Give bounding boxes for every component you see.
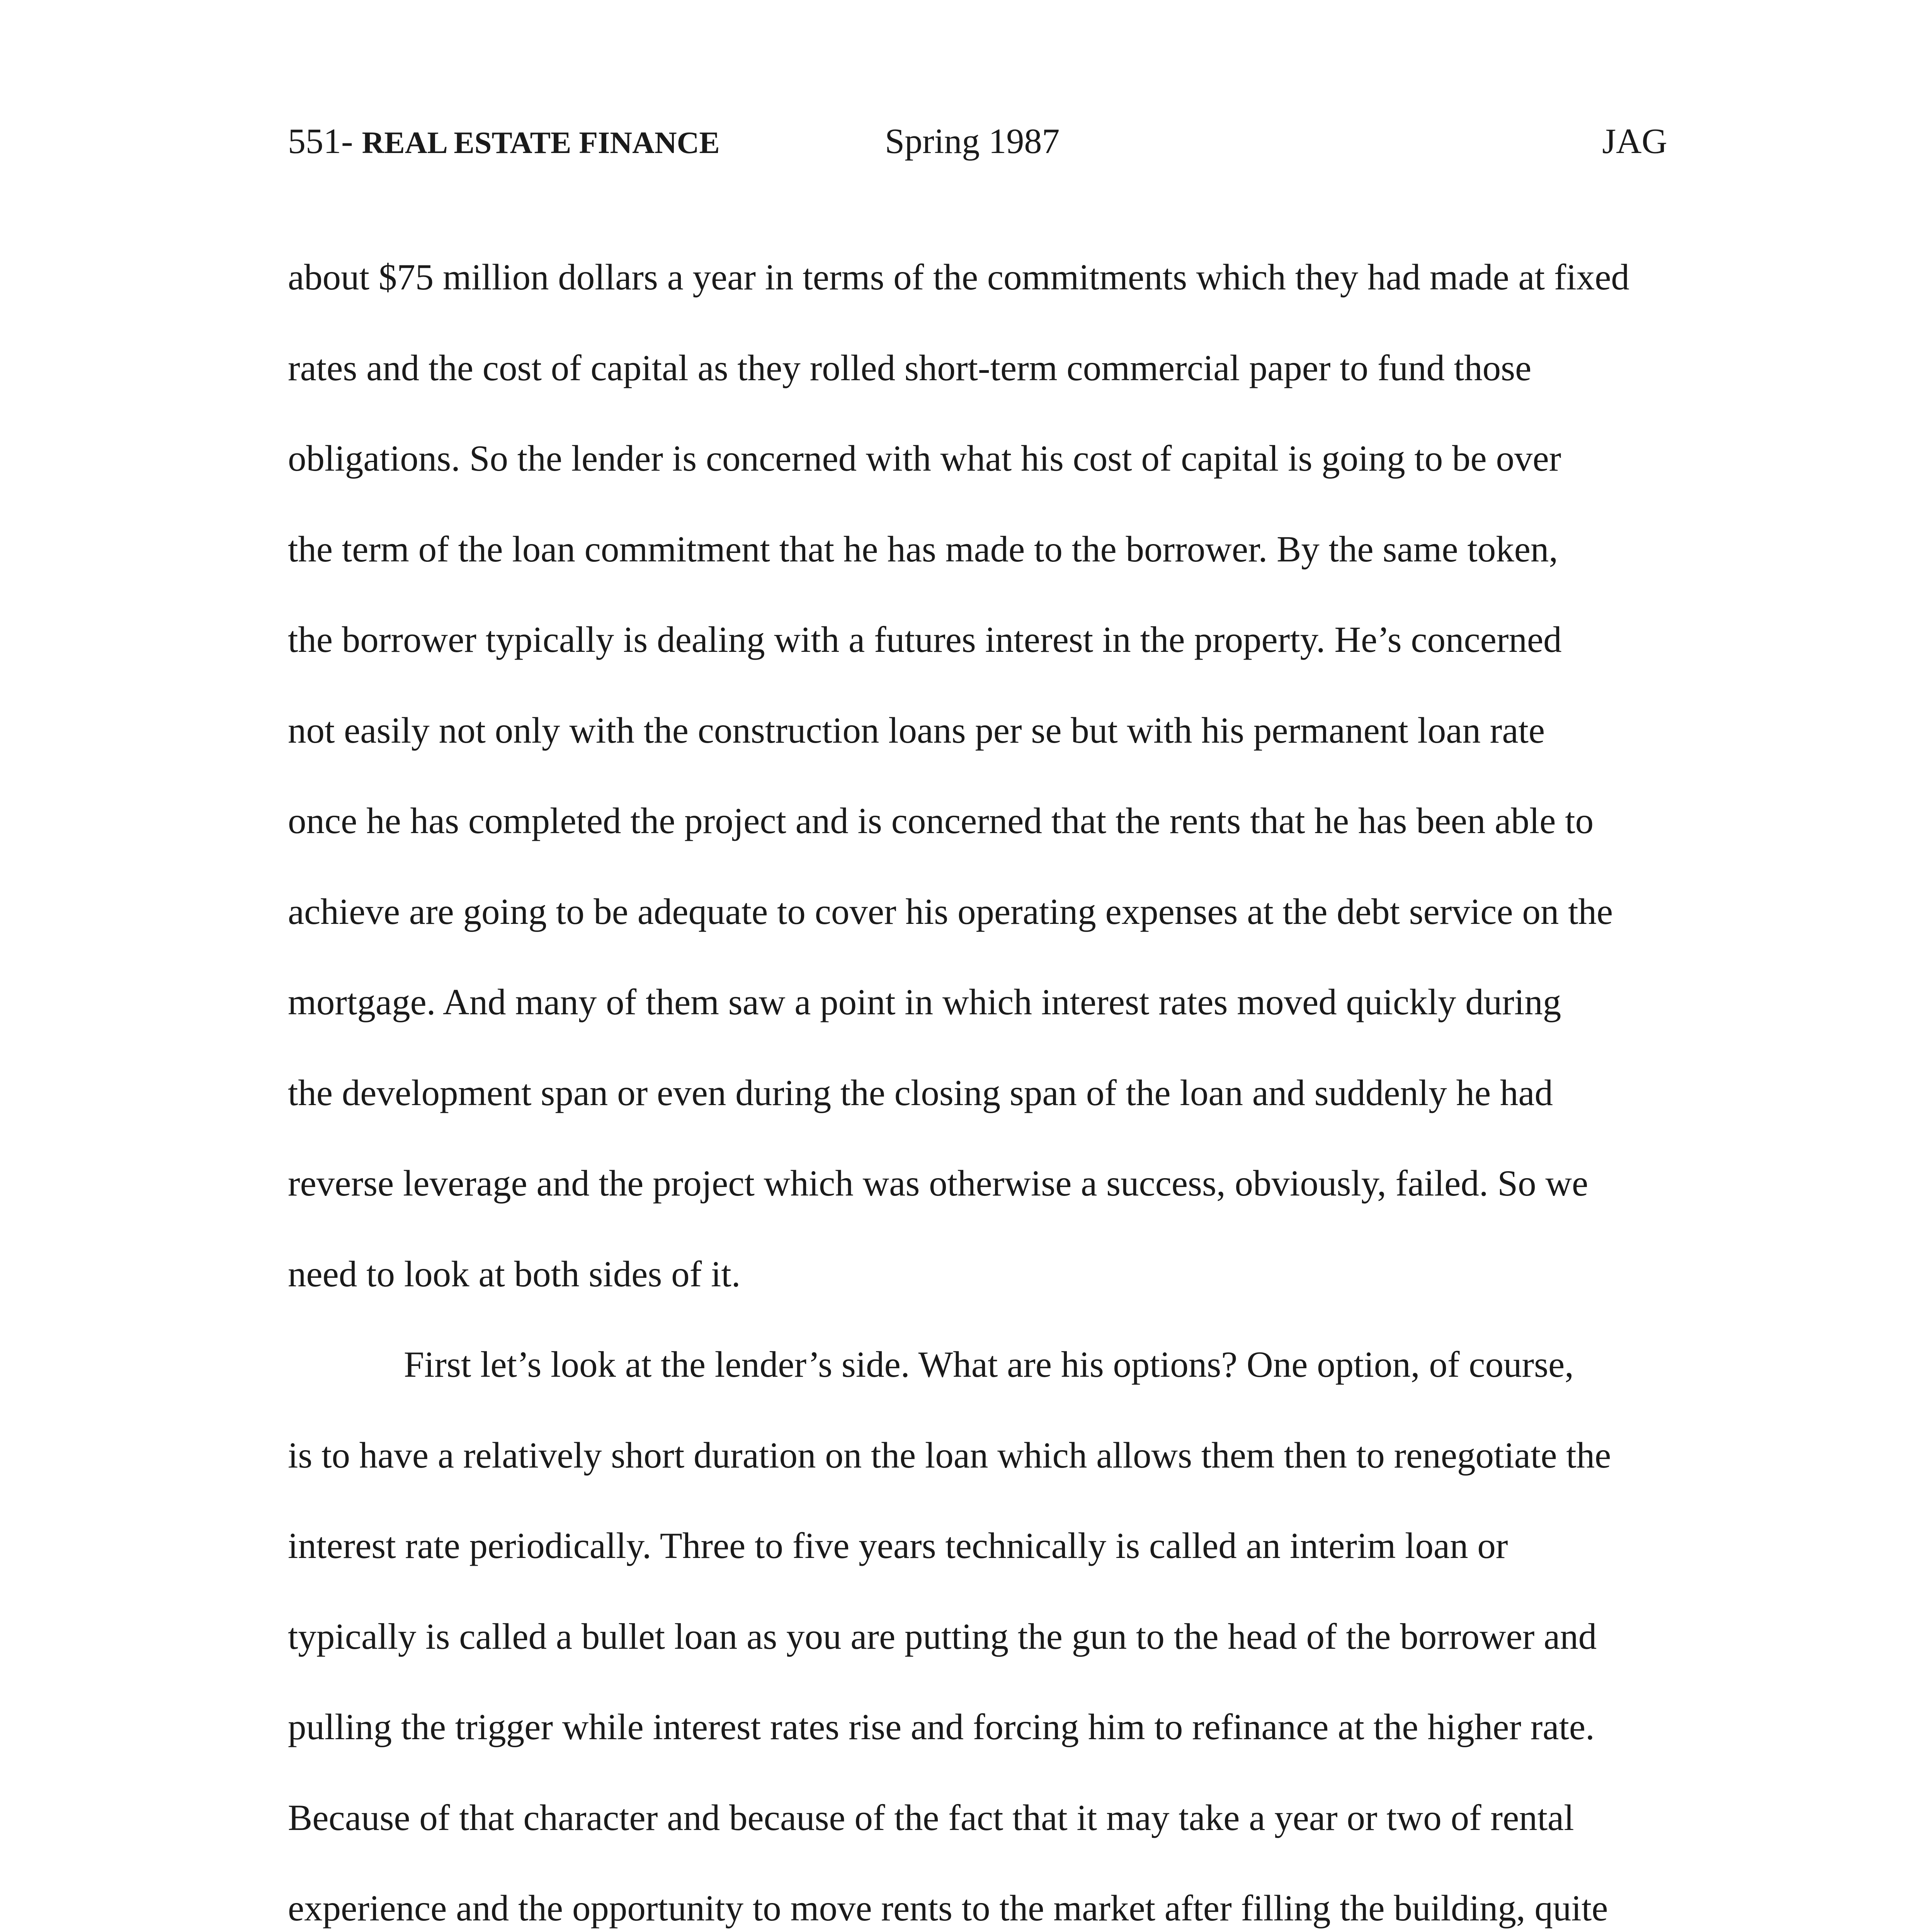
author-initials: JAG xyxy=(1602,121,1667,161)
text-line: once he has completed the project and is concerned that the rents that he has been able to xyxy=(288,800,1594,841)
text-line: achieve are going to be adequate to cover his operating expenses at the debt service on the xyxy=(288,891,1613,932)
text-line: the borrower typically is dealing with a futures interest in the property. He’s concerned xyxy=(288,619,1562,660)
text-line: Because of that character and because of the fact that it may take a year or two of rental xyxy=(288,1797,1574,1838)
text-line: mortgage. And many of them saw a point in which interest rates moved quickly during xyxy=(288,981,1561,1022)
text-line: experience and the opportunity to move rents to the market after filling the building, quite xyxy=(288,1888,1608,1929)
text-line: the term of the loan commitment that he has made to the borrower. By the same token, xyxy=(288,528,1558,570)
text-line: obligations. So the lender is concerned with what his cost of capital is going to be over xyxy=(288,438,1561,479)
text-line: is to have a relatively short duration on the loan which allows them then to renegotiate the xyxy=(288,1434,1611,1476)
text-line: typically is called a bullet loan as you are putting the gun to the head of the borrower and xyxy=(288,1616,1597,1657)
text-line: interest rate periodically. Three to five years technically is called an interim loan or xyxy=(288,1525,1508,1566)
text-line: the development span or even during the closing span of the loan and suddenly he had xyxy=(288,1072,1553,1113)
text-line: rates and the cost of capital as they rolled short-term commercial paper to fund those xyxy=(288,347,1532,388)
course-label xyxy=(288,116,720,168)
text-line: reverse leverage and the project which was otherwise a success, obviously, failed. So we xyxy=(288,1163,1588,1204)
page-header xyxy=(288,116,1667,166)
text-line: about $75 million dollars a year in terms of the commitments which they had made at fixed xyxy=(288,257,1629,298)
text-line: not easily not only with the construction loans per se but with his permanent loan rate xyxy=(288,709,1545,751)
text-line: need to look at both sides of it. xyxy=(288,1253,741,1294)
body-text xyxy=(288,232,1671,1932)
course-title: REAL ESTATE FINANCE xyxy=(362,126,720,160)
term-label: Spring 1987 xyxy=(885,121,1060,161)
paragraph-first-line: First let’s look at the lender’s side. What are his options? One option, of course, xyxy=(404,1344,1574,1385)
text-line: pulling the trigger while interest rates rise and forcing him to refinance at the higher rate. xyxy=(288,1706,1595,1747)
course-number: 551- xyxy=(288,121,353,161)
